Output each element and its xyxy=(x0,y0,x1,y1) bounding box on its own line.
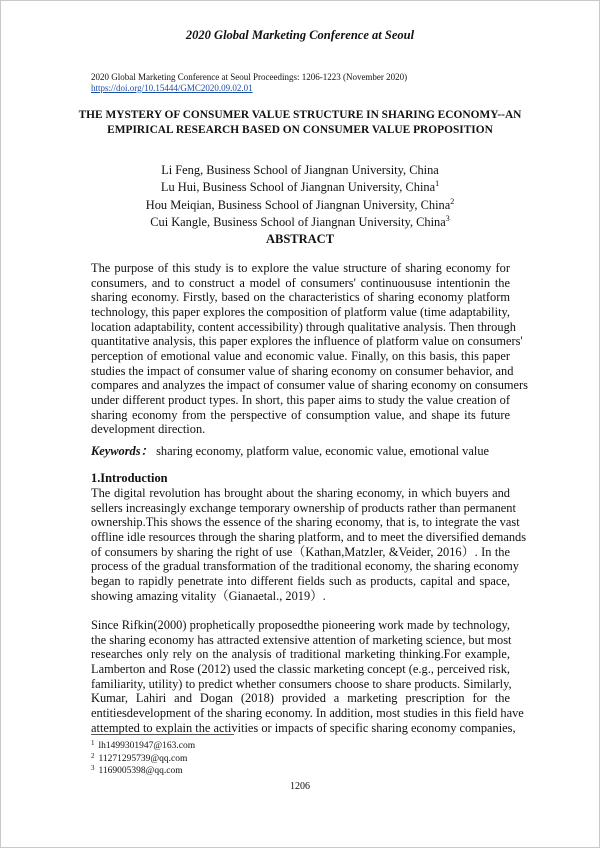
text-line: location adaptability, content accessibility) through qualitative analysis. Then through xyxy=(91,319,516,334)
footnote xyxy=(91,765,195,778)
page-number: 1206 xyxy=(290,781,310,792)
text-line: sellers increasingly exchange temporary ownership of products rather than permanent xyxy=(91,500,516,515)
footnote-marker[interactable]: 3 xyxy=(445,213,450,223)
footnote-email: 11271295739@qq.com xyxy=(98,753,188,764)
author-text: Hou Meiqian, Business School of Jiangnan University, China xyxy=(145,197,451,212)
text-line: Lamberton and Rose (2012) used the classic marketing concept (e.g., perceived risk, xyxy=(91,661,510,676)
author-text: Cui Kangle, Business School of Jiangnan University, China xyxy=(150,214,446,229)
text-line: Since Rifkin(2000) prophetically proposedthe pioneering work made by technology, xyxy=(91,618,510,632)
author-line xyxy=(0,179,600,196)
intro-paragraph-1 xyxy=(91,486,527,603)
text-line: The digital revolution has brought about the sharing economy, in which buyers and xyxy=(91,486,510,500)
text-line: development direction. xyxy=(91,422,206,437)
text-line: of consumers by sharing the right of use（Kathan,Matzler, &Veider, 2016）. In the xyxy=(91,544,510,559)
text-line: researches only rely on the analysis of traditional marketing thinking.For example, xyxy=(91,647,510,662)
footnote-marker[interactable]: 2 xyxy=(450,196,455,206)
footnote xyxy=(91,753,195,766)
footnote-email: lh1499301947@163.com xyxy=(98,741,196,751)
proceedings-info xyxy=(91,72,407,94)
text-line: offline idle resources through the sharing platform, and to meet the diversified demands xyxy=(91,529,527,544)
text-line: studies the impact of consumer value of sharing economy on consumer behavior, and xyxy=(91,363,514,378)
keywords-text: sharing economy, platform value, economic value, emotional value xyxy=(152,444,490,458)
keywords xyxy=(91,441,489,459)
text-line: The purpose of this study is to explore the value structure of sharing economy for xyxy=(91,261,510,275)
author-text: Lu Hui, Business School of Jiangnan University, China xyxy=(160,180,436,195)
text-line: under different product types. In short, this paper aims to study the value creation of xyxy=(91,392,510,407)
author-list xyxy=(0,162,600,231)
proceedings-line: 2020 Global Marketing Conference at Seoul Proceedings: 1206-1223 (November 2020) xyxy=(91,72,408,82)
footnote-number: 3 xyxy=(91,764,95,772)
text-line: sharing economy. Firstly, based on the characteristics of sharing economy platform xyxy=(91,290,510,305)
keywords-label: Keywords： xyxy=(91,444,153,458)
text-line: quantitative analysis, this paper explores the influence of platform value on consumers' xyxy=(91,334,523,349)
intro-heading: 1.Introduction xyxy=(91,471,168,485)
text-line: sharing economy from the perspective of consumption value, and shape its future xyxy=(91,407,510,422)
paper-title: THE MYSTERY OF CONSUMER VALUE STRUCTURE IN SHARING ECONOMY--AN EMPIRICAL RESEARCH BASED ON CONSUMER VALUE PROPOSITION xyxy=(78,109,522,136)
footnote-number: 1 xyxy=(91,739,95,747)
abstract-paragraph xyxy=(91,261,528,437)
text-line: technology, this paper explores the composition of platform value (time adaptability, xyxy=(91,304,510,319)
text-line: familiarity, utility) to predict whether consumers choose to share products. Similarly, xyxy=(91,676,512,691)
intro-paragraph-2 xyxy=(91,618,524,735)
text-line: consumers, and to construct a model of consumers' continuoususe intentionin the xyxy=(91,275,510,290)
text-line: entitiesdevelopment of the sharing economy. In addition, most studies in this field have xyxy=(91,705,524,720)
text-line: compares and analyzes the impact of consumer value of sharing economy on consumers xyxy=(91,378,528,393)
text-line: began to rapidly penetrate into different fields such as products, capital and space, xyxy=(91,573,510,588)
author-line xyxy=(0,197,600,214)
text-line: process of the gradual transformation of the traditional economy, the sharing economy xyxy=(91,559,519,574)
text-line: Kumar, Lahiri and Dogan (2018) provided a marketing prescription for the xyxy=(91,691,510,706)
text-line: ownership.This shows the essence of the sharing economy, that is, to integrate the vast xyxy=(91,515,520,530)
abstract-heading: ABSTRACT xyxy=(265,232,335,246)
footnote xyxy=(91,740,195,753)
footnotes xyxy=(91,740,195,778)
doi-link[interactable]: https://doi.org/10.15444/GMC2020.09.02.01 xyxy=(91,83,253,93)
text-line: showing amazing vitality（Gianaetal., 2019）. xyxy=(91,588,326,603)
footnote-marker[interactable]: 1 xyxy=(435,179,440,189)
footnote-divider xyxy=(91,734,234,735)
author-line xyxy=(0,162,600,179)
footnote-number: 2 xyxy=(91,751,95,760)
running-header: 2020 Global Marketing Conference at Seoul xyxy=(185,28,415,42)
text-line: the sharing economy has attracted extensive attention of marketing science, but most xyxy=(91,632,512,647)
author-text: Li Feng, Business School of Jiangnan University, China xyxy=(161,163,439,177)
text-line: attempted to explain the activities or impacts of specific sharing economy companies, xyxy=(91,720,516,735)
footnote-email: 1169005398@qq.com xyxy=(98,766,183,776)
text-line: perception of emotional value and economic value. Finally, on this basis, this paper xyxy=(91,348,510,363)
author-line xyxy=(0,214,600,231)
